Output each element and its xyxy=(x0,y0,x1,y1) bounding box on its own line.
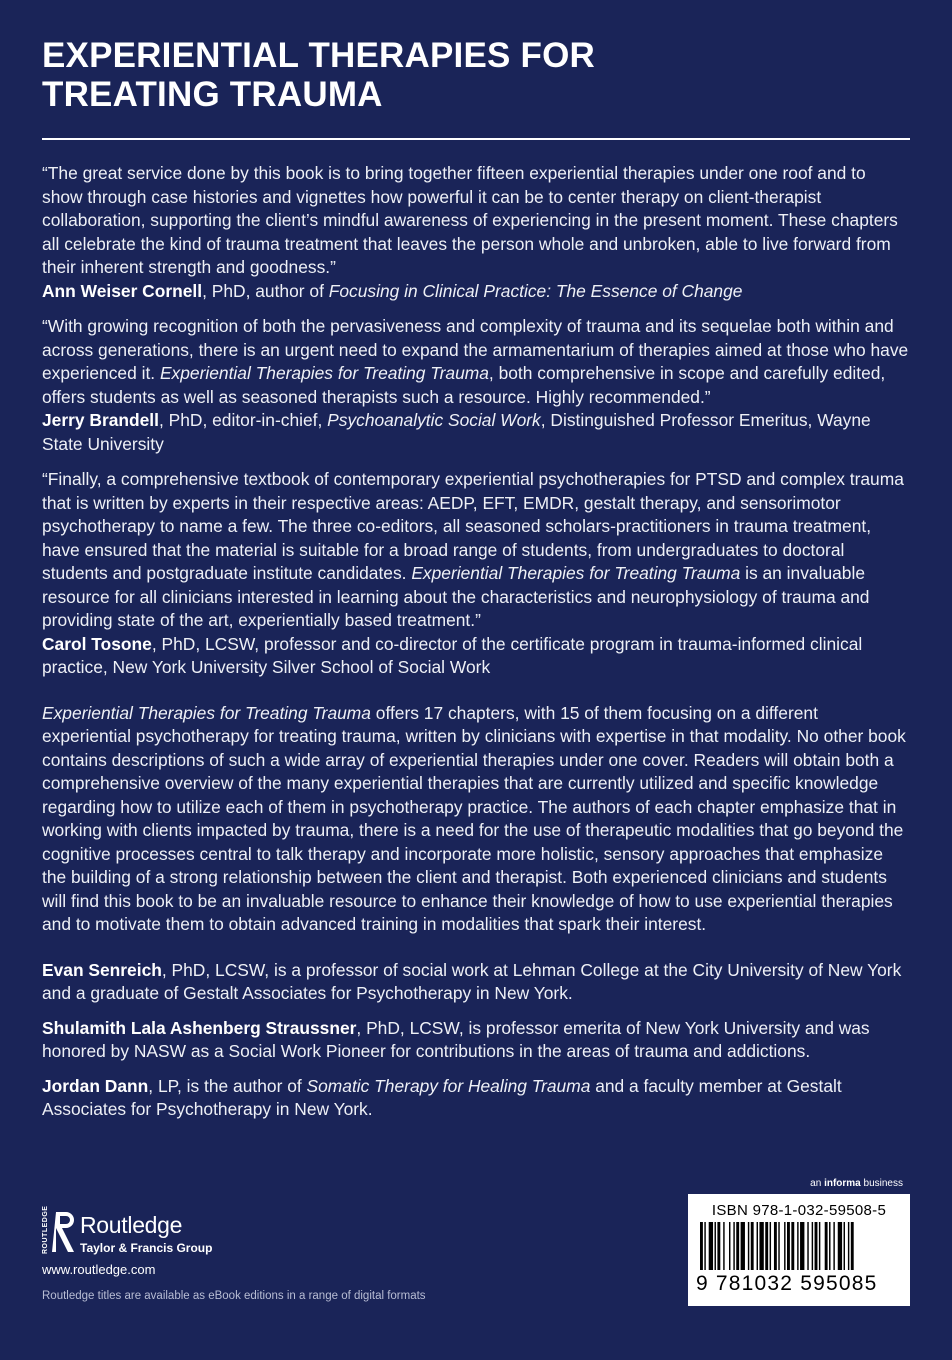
title-line-1: EXPERIENTIAL THERAPIES FOR xyxy=(42,36,595,75)
endorsement-attribution xyxy=(42,280,910,304)
routledge-logo xyxy=(42,1205,262,1258)
endorsement-text-part: is an invaluable resource for all clinicians interested in learning about the characteristics and neurophysiology of trauma and providing state of the art, experientially based treatment.” xyxy=(42,563,870,630)
barcode-bar xyxy=(704,1222,705,1270)
barcode-bar xyxy=(757,1222,758,1270)
endorser-name: Carol Tosone xyxy=(42,633,152,654)
author-name: Jordan Dann xyxy=(42,1075,149,1096)
barcode-bar xyxy=(729,1222,730,1270)
description-body: offers 17 chapters, with 15 of them focusing on a different experiential psychotherapy for treating trauma, written by clinicians with expertise in that modality. No other book contains descriptions of such a wide array of experiential therapies under one cover. Readers will obtain both a comprehensive overview of the many experiential therapies that are currently utilized and specific knowledge regarding how to utilize each of them in psychotherapy practice. The authors of each chapter emphasize that in working with clients impacted by trauma, there is a need for the use of therapeutic modalities that go beyond the cognitive processes central to talk therapy and incorporate more holistic, sensory approaches that emphasize the building of a strong relationship between the client and therapist. Both experienced clinicians and students will find this book to be an invaluable resource to enhance their knowledge of how to use experiential therapies and to motivate them to obtain advanced training in modalities that spark their interest. xyxy=(42,702,906,934)
author-name: Shulamith Lala Ashenberg Straussner xyxy=(42,1017,357,1038)
barcode-bar xyxy=(748,1222,749,1270)
ebook-note: Routledge titles are available as eBook editions in a range of digital formats xyxy=(42,1290,426,1302)
barcode-bar xyxy=(848,1222,849,1270)
author-bio-text: , PhD, LCSW, is professor emerita of New York University and was honored by NASW as a Social Work Pioneer for contributions in the areas of trauma and addictions. xyxy=(42,1017,870,1061)
cover-text xyxy=(42,162,910,1133)
barcode-bar xyxy=(765,1222,768,1270)
title-divider xyxy=(42,138,910,140)
endorser-credentials: , PhD, author of xyxy=(202,280,329,301)
informa-text: an xyxy=(810,1178,825,1189)
endorsement-text: “The great service done by this book is to bring together fifteen experiential therapies under one roof and to show through case histories and vignettes how powerful it can be to center therapy on client-therapist collaboration, supporting the client’s mindful awareness of experiencing in the present moment. These chapters all celebrate the kind of trauma treatment that leaves the person whole and unbroken, able to live forward from their inherent strength and goodness.” xyxy=(42,163,898,277)
isbn-barcode xyxy=(688,1194,910,1306)
publisher-name: Routledge xyxy=(80,1212,183,1238)
author-name: Evan Senreich xyxy=(42,959,162,980)
barcode-bar xyxy=(717,1222,720,1270)
endorsement-1 xyxy=(42,162,910,303)
barcode-bar xyxy=(759,1222,763,1270)
endorser-book: Focusing in Clinical Practice: The Essence of Change xyxy=(328,280,743,301)
barcode-bar xyxy=(800,1222,804,1270)
barcode-bar xyxy=(700,1222,703,1270)
barcode-bars xyxy=(700,1222,900,1272)
barcode-bar xyxy=(751,1222,754,1270)
publisher-group: Taylor & Francis Group xyxy=(80,1241,213,1255)
endorsement-text xyxy=(42,468,910,633)
routledge-r-icon xyxy=(52,1210,78,1254)
barcode-bar xyxy=(715,1222,716,1270)
endorsement-text-part: “With growing recognition of both the pervasiveness and complexity of trauma and its sequelae both within and across generations, there is an urgent need to expand the armamentarium of therapies aimed at those who have experienced it. xyxy=(42,316,909,383)
barcode-bar xyxy=(791,1222,794,1270)
book-description xyxy=(42,702,910,937)
back-cover xyxy=(42,0,910,1360)
barcode-bar xyxy=(784,1222,785,1270)
barcode-bar xyxy=(797,1222,798,1270)
logo-vertical-text: ROUTLEDGE xyxy=(42,1205,49,1254)
journal-title: Psychoanalytic Social Work xyxy=(327,410,541,430)
barcode-bar xyxy=(812,1222,813,1270)
barcode-bar xyxy=(838,1222,842,1270)
barcode-bar xyxy=(819,1222,820,1270)
barcode-bar xyxy=(787,1222,790,1270)
isbn-label: ISBN 978-1-032-59508-5 xyxy=(711,1202,887,1219)
description-text xyxy=(42,702,910,937)
endorsement-attribution xyxy=(42,409,910,456)
endorsement-attribution xyxy=(42,633,910,680)
barcode-bar xyxy=(741,1222,745,1270)
endorsement-text-part: “Finally, a comprehensive textbook of contemporary experiential psychotherapies for PTSD and complex trauma that is written by experts in their respective areas: AEDP, EFT, EMDR, gestalt therapy, and sensorimotor psychotherapy to name a few. The three co-editors, all seasoned scholars-practitioners in trauma treatment, have ensured that the material is suitable for a broad range of students, from undergraduates to doctoral students and postgraduate institute candidates. xyxy=(42,469,904,583)
author-bio-text: , PhD, LCSW, is a professor of social work at Lehman College at the City University of New York and a graduate of Gestalt Associates for Psychotherapy in New York. xyxy=(42,959,902,1003)
author-bio-3 xyxy=(42,1075,910,1122)
endorsement-text xyxy=(42,315,910,409)
endorser-name: Jerry Brandell xyxy=(42,410,159,430)
informa-business-tag xyxy=(810,1178,903,1189)
endorser-affiliation: , Distinguished Professor Emeritus, Wayne State University xyxy=(42,410,871,454)
barcode-bar xyxy=(736,1222,739,1270)
barcode-bar xyxy=(844,1222,845,1270)
barcode-bar xyxy=(774,1222,777,1270)
endorser-name: Ann Weiser Cornell xyxy=(42,280,203,301)
endorser-credentials: , PhD, LCSW, professor and co-director of the certificate program in trauma-informed clinical practice, New York University Silver School of Social Work xyxy=(42,633,863,677)
barcode-bar xyxy=(815,1222,818,1270)
endorsement-text-part: , both comprehensive in scope and carefully edited, offers students as well as seasoned therapists such a resource. Highly recommended.” xyxy=(42,363,886,407)
book-title-reference: Experiential Therapies for Treating Trauma xyxy=(411,563,741,583)
endorsement-2 xyxy=(42,315,910,456)
barcode-bar xyxy=(778,1222,779,1270)
barcode-bar xyxy=(709,1222,713,1270)
barcode-bar xyxy=(723,1222,724,1270)
book-title-reference: Experiential Therapies for Treating Trauma xyxy=(42,702,371,723)
barcode-bar xyxy=(851,1222,854,1270)
endorsement-3 xyxy=(42,468,910,680)
title-line-2: TREATING TRAUMA xyxy=(42,75,383,114)
barcode-bar xyxy=(807,1222,808,1270)
publisher-website[interactable]: www.routledge.com xyxy=(42,1262,156,1277)
barcode-bar xyxy=(833,1222,834,1270)
barcode-bar xyxy=(825,1222,828,1270)
informa-text: business xyxy=(860,1178,903,1189)
barcode-bar xyxy=(829,1222,830,1270)
endorser-credentials: , PhD, editor-in-chief, xyxy=(158,410,328,430)
book-title xyxy=(42,36,910,114)
barcode-bar xyxy=(733,1222,734,1270)
author-bio-text: , LP, is the author of xyxy=(148,1075,307,1096)
barcode-number: 9 781032 595085 xyxy=(696,1272,878,1295)
author-book-title: Somatic Therapy for Healing Trauma xyxy=(306,1075,591,1096)
author-bio-text: and a faculty member at Gestalt Associates for Psychotherapy in New York. xyxy=(42,1075,842,1119)
author-bio-1 xyxy=(42,959,910,1006)
informa-brand: informa xyxy=(824,1178,861,1189)
author-bio-2 xyxy=(42,1017,910,1064)
book-title-reference: Experiential Therapies for Treating Trauma xyxy=(159,363,489,383)
barcode-bar xyxy=(770,1222,771,1270)
